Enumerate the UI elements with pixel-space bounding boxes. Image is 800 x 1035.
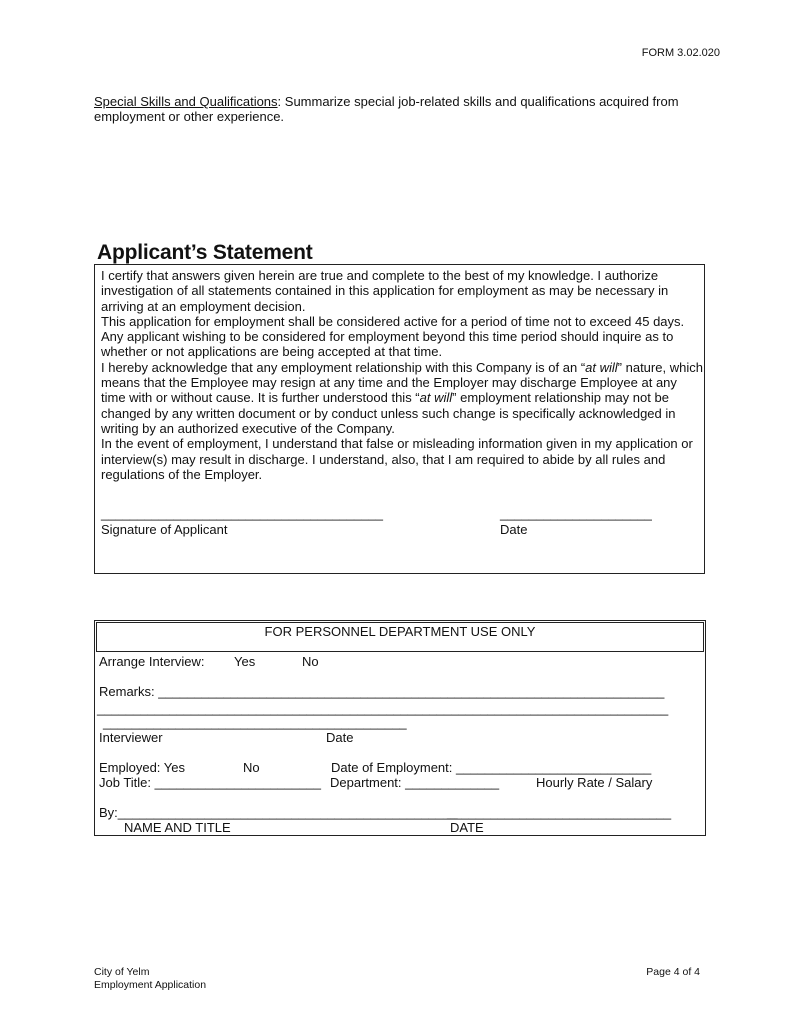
by-line[interactable]: By:_______________________________________________	[99, 805, 458, 820]
statement-paragraph-discharge: In the event of employment, I understand that false or misleading information given in my application or interview(s) may result in discharge. I understand, also, that I am required to abide by all rules and regulations of the Employer.	[101, 436, 693, 482]
form-number: FORM 3.02.020	[641, 47, 720, 59]
signature-date-line[interactable]: _____________________	[500, 506, 652, 521]
arrange-interview-yes[interactable]: Yes	[234, 654, 256, 669]
statement-paragraph-at-will: I hereby acknowledge that any employment relationship with this Company is of an “at will” nature, which means that the Employee may resign at any time and the Employer may discharge Employee at any time with or without cause. It is further understood this “at will” employment relationship may not be changed by any written document or by conduct unless such change is specifically acknowledged in writing by an authorized executive of the Company.	[101, 359, 703, 436]
footer-city: City of Yelm	[94, 966, 150, 978]
date-of-employment-line[interactable]: Date of Employment: ___________________________	[331, 760, 652, 775]
interviewer-label: Interviewer	[99, 730, 163, 745]
footer-left	[94, 966, 206, 992]
remarks-line-2[interactable]: _______________________________________________________________________________	[97, 701, 669, 716]
name-and-title-label: NAME AND TITLE	[124, 820, 231, 835]
employed-no[interactable]: No	[243, 760, 260, 775]
skills-section	[94, 94, 704, 124]
arrange-interview-no[interactable]: No	[302, 654, 319, 669]
hourly-rate-label: Hourly Rate / Salary	[536, 775, 653, 790]
remarks-line-3[interactable]: __________________________________________	[103, 715, 407, 730]
by-date-line[interactable]: _______________________________	[447, 805, 672, 820]
signature-date-label: Date	[500, 522, 528, 537]
skills-heading: Special Skills and Qualifications	[94, 94, 278, 109]
footer-page-number: Page 4 of 4	[646, 966, 700, 978]
signature-label: Signature of Applicant	[101, 522, 228, 537]
statement-paragraph-certify: I certify that answers given herein are true and complete to the best of my knowledge. I authorize investigation of all statements contained in this application for employment as may be necessary in arriving at an employment decision.	[101, 268, 669, 314]
by-date-label: DATE	[450, 820, 484, 835]
skills-text: : Summarize special job-related skills and qualifications acquired from employment or other experience.	[94, 94, 679, 124]
footer-document: Employment Application	[94, 979, 207, 991]
arrange-interview-label: Arrange Interview:	[99, 654, 205, 669]
interview-date-label: Date	[326, 730, 354, 745]
signature-line[interactable]: _______________________________________	[101, 506, 383, 521]
statement-title: Applicant’s Statement	[97, 241, 313, 264]
job-title-line[interactable]: Job Title: _______________________	[99, 775, 321, 790]
remarks-line[interactable]: Remarks: ______________________________________________________________________	[99, 684, 665, 699]
statement-text	[101, 268, 703, 482]
statement-paragraph-active-period: This application for employment shall be considered active for a period of time not to exceed 45 days. Any applicant wishing to be considered for employment beyond this time period should inquire as to whether or not applications are being accepted at that time.	[101, 313, 685, 360]
department-line[interactable]: Department: _____________	[330, 775, 500, 790]
employed-yes[interactable]: Employed: Yes	[99, 760, 186, 775]
personnel-heading: FOR PERSONNEL DEPARTMENT USE ONLY	[96, 622, 704, 652]
